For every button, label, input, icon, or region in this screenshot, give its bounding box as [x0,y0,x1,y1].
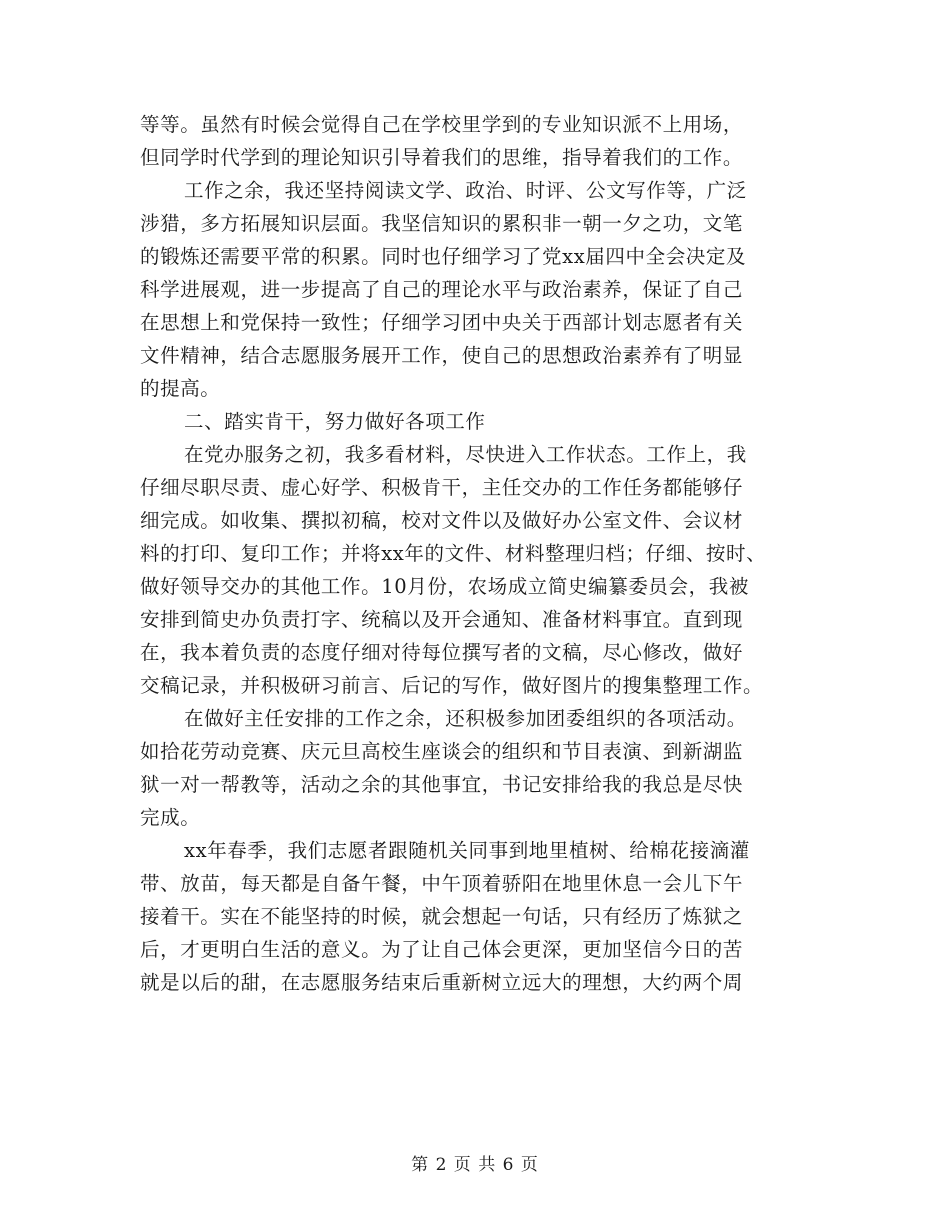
text-line: 在做好主任安排的工作之余，还积极参加团委组织的各项活动。 [184,707,747,730]
text-line: 仔细尽职尽责、虚心好学、积极肯干，主任交办的工作任务都能够仔 [140,476,744,499]
text-line: 料的打印、复印工作；并将xx年的文件、材料整理归档；仔细、按时、 [140,542,767,565]
text-line: 安排到简史办负责打字、统稿以及开会通知、准备材料事宜。直到现 [140,608,744,631]
text-line: xx年春季，我们志愿者跟随机关同事到地里植树、给棉花接滴灌 [184,839,750,862]
text-line: 工作之余，我还坚持阅读文学、政治、时评、公文写作等，广泛 [184,179,747,202]
text-line: 等等。虽然有时候会觉得自己在学校里学到的专业知识派不上用场， [140,113,744,136]
text-line: 在党办服务之初，我多看材料，尽快进入工作状态。工作上，我 [184,443,747,466]
text-line: 后，才更明白生活的意义。为了让自己体会更深，更加坚信今日的苦 [140,938,744,961]
text-line: 但同学时代学到的理论知识引导着我们的思维，指导着我们的工作。 [140,146,744,169]
text-line: 狱一对一帮教等，活动之余的其他事宜，书记安排给我的我总是尽快 [140,773,744,796]
text-line: 完成。 [140,806,201,829]
page-number-footer: 第 2 页 共 6 页 [411,1155,539,1175]
text-line: 做好领导交办的其他工作。10月份，农场成立简史编纂委员会，我被 [140,575,749,598]
text-line: 在思想上和党保持一致性；仔细学习团中央关于西部计划志愿者有关 [140,311,744,334]
text-line: 交稿记录，并积极研习前言、后记的写作，做好图片的搜集整理工作。 [140,674,764,697]
text-line: 带、放苗，每天都是自备午餐，中午顶着骄阳在地里休息一会儿下午 [140,872,744,895]
text-line: 就是以后的甜，在志愿服务结束后重新树立远大的理想，大约两个周 [140,971,744,994]
text-line: 科学进展观，进一步提高了自己的理论水平与政治素养，保证了自己 [140,278,744,301]
text-line: 在，我本着负责的态度仔细对待每位撰写者的文稿，尽心修改，做好 [140,641,744,664]
text-line: 涉猎，多方拓展知识层面。我坚信知识的累积非一朝一夕之功，文笔 [140,212,744,235]
text-line: 二、踏实肯干，努力做好各项工作 [184,410,486,433]
document-body [140,108,805,999]
text-line: 文件精神，结合志愿服务展开工作，使自己的思想政治素养有了明显 [140,344,744,367]
text-line: 的提高。 [140,377,221,400]
text-line: 的锻炼还需要平常的积累。同时也仔细学习了党xx届四中全会决定及 [140,245,747,268]
text-line: 细完成。如收集、撰拟初稿，校对文件以及做好办公室文件、会议材 [140,509,744,532]
text-line: 接着干。实在不能坚持的时候，就会想起一句话，只有经历了炼狱之 [140,905,744,928]
text-line: 如拾花劳动竞赛、庆元旦高校生座谈会的组织和节目表演、到新湖监 [140,740,744,763]
